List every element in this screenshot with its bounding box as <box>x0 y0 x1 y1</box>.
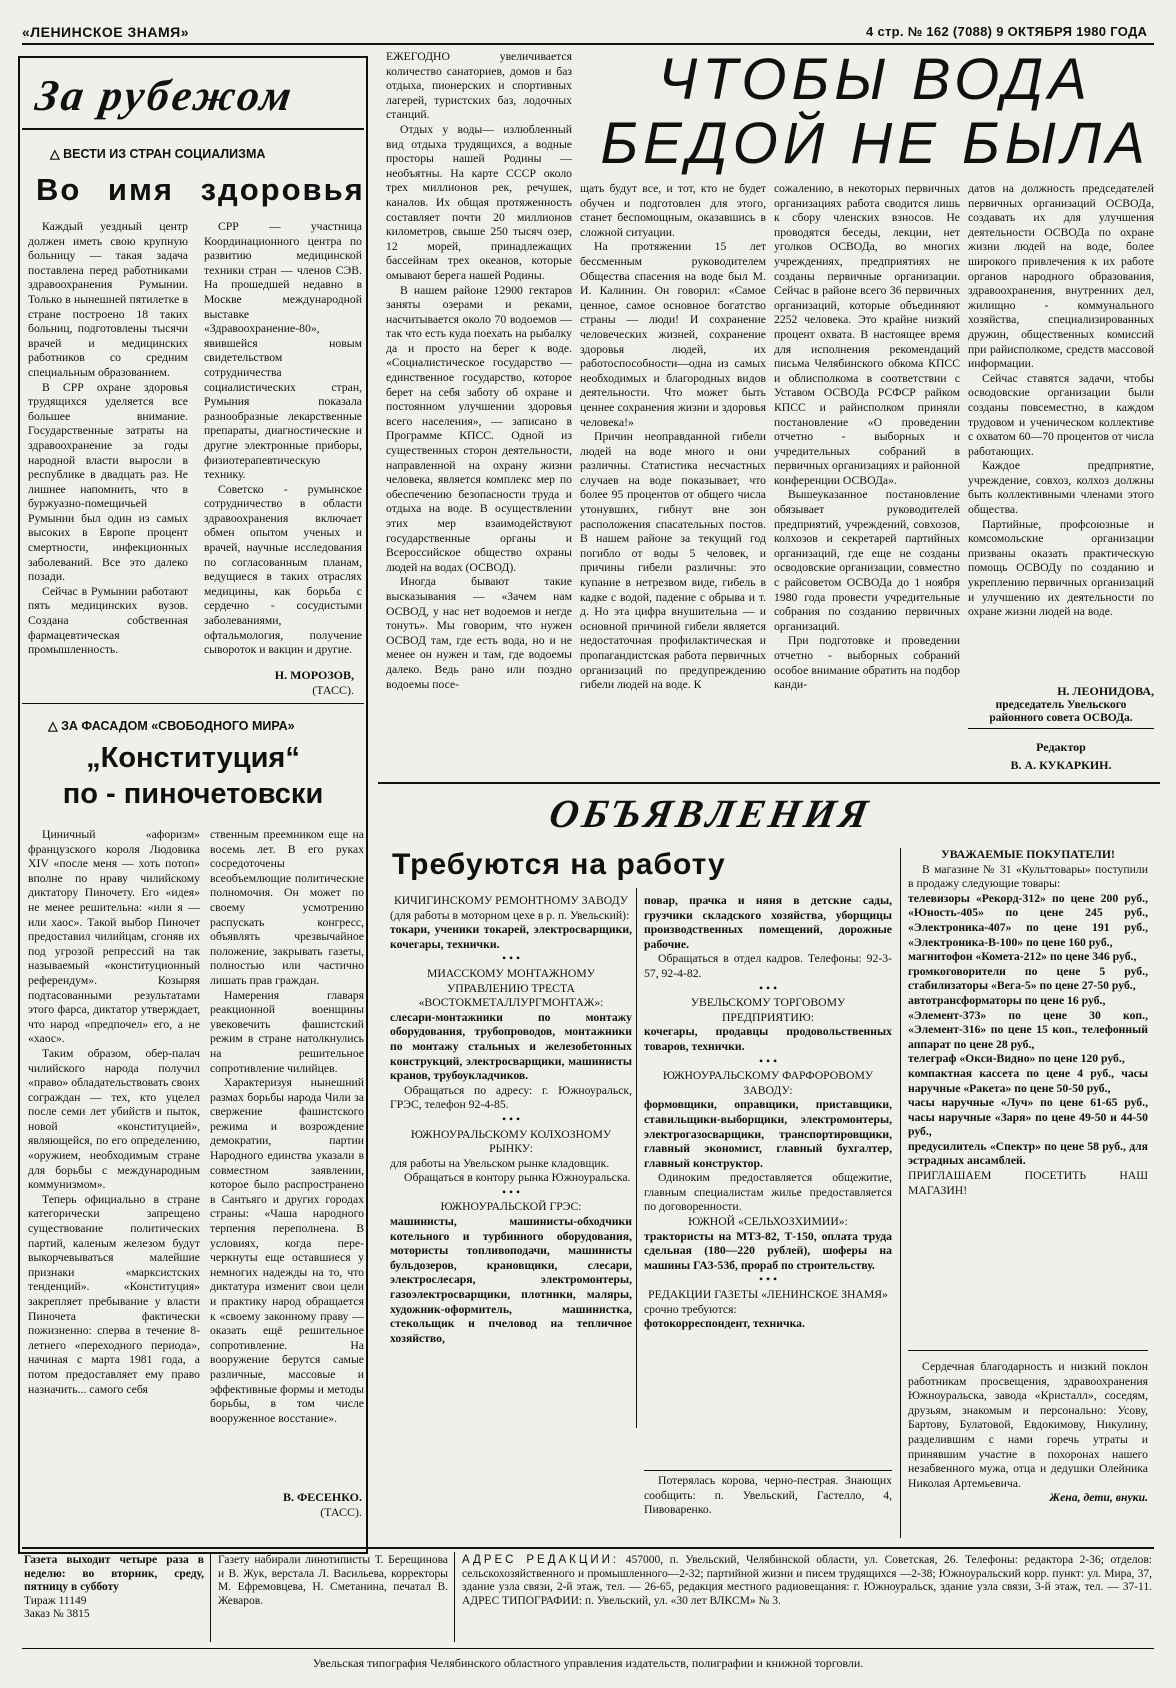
article-title-water: ЧТОБЫ ВОДА БЕДОЙ НЕ БЫЛА <box>600 47 1150 176</box>
goods-item: «Элемент-373» по цене 30 коп., «Элемент-316» по цене 15 коп., телефонный аппарат по цене 28 руб., <box>908 1008 1148 1051</box>
jobs-col1: КИЧИГИНСКОМУ РЕМОНТНОМУ ЗАВОДУ (для работы в моторном цехе в р. п. Увельский): токари, ученики токарей, электросварщики, кочегары, технички. • • • МИАССКОМУ МОНТАЖНОМУ УПРАВЛЕНИЮ ТРЕСТА «ВОСТОКМЕТАЛЛУРГМОНТАЖ»: слесари-монтажники по монтажу оборудования, трубопроводов, монтажники по монтажу стальных и железобетонных конструкций, электросварщики, машинисты кранов, трубоукладчиков. Обращаться по адресу: г. Южноуральск, ГРЭС, телефон 92-4-85. • • • ЮЖНОУРАЛЬСКОМУ КОЛХОЗНОМУ РЫНКУ: для работы на Увельском рынке кладовщик. Обращаться в контору рынка Южноуральска. • • • ЮЖНОУРАЛЬСКОЙ ГРЭС: машинисты, машинисты-обходчики котельного и турбинного оборудования, мотористы топливоподачи, машинисты бульдозеров, крановщики, слесари, электрослесаря, электромонтеры, газоэлектросварщики, плотники, маляры, художник-оформитель, машинистка, стекольщик и пчеловод на тепличное хозяйство, <box>390 894 632 1345</box>
goods-item: телевизоры «Рекорд-312» по цене 200 руб., «Юность-405» по цене 245 руб., «Электроника-407» по цене 191 руб., «Электроника-В-100» по цене 160 руб., <box>908 891 1148 949</box>
byline-morozov: Н. МОРОЗОВ, (ТАСС). <box>274 668 354 697</box>
article-chile-col1: Циничный «афоризм» французского короля Людовика XIV «после меня — хоть потоп» вполне по нраву чилийскому диктатору Пиночету. Его «идея» не менее решительна: «или я —или хаос». Такой выбор Пиночет предоставил чилийцам, сгоняв их под угрозой репрессий на так называемый «конституционный референдум». Козыряя подтасованными результатами этого фарса, диктатор утверждает, что народ «предпочел» его, а не «хаос». Таким образом, обер-палач чилийского народа получил «право» обладательствовать своих сограждан — тех, кто уцелел после семи лет убийств и пыток, новой «конституцией», являющейся, по его определению, «оружием, необходимым стране для борьбы с международным коммунизмом». Теперь официально в стране категорически запрещено существование политических партий, каленым железом будут выкорчевываться малейшие признаки «марксистских тенденций». «Конституция» закрепляет пребывание у власти Пиночета фактически пожизненно: сперва в течение 8-летнего «переходного периода», начиная с марта 1981 года, а потом предоставляет ему право назначить... самого себя <box>28 828 200 1396</box>
gratitude-notice: Сердечная благодарность и низкий поклон работникам просвещения, здравоохранения Южноуральска, завода «Кристалл», соседям, друзьям, знакомым и персонально: Усову, Бартову, Булатовой, Евдокимову, Никулину, разделившим с нами горечь утраты и принявшим участие в похоронах нашего незабвенного мужа, отца и дедушки Олейника Николая Артемьевича. Жена, дети, внуки. <box>908 1360 1148 1505</box>
section-kicker-free-world: △ ЗА ФАСАДОМ «СВОБОДНОГО МИРА» <box>48 719 295 733</box>
rubric-title: За рубежом <box>32 71 298 120</box>
goods-item: часы наручные «Луч» по цене 61-65 руб., часы наручные «Заря» по цене 49-50 и 44-50 руб., <box>908 1096 1148 1139</box>
water-col2: щать будут все, и тот, кто не будет обучен и подготовлен для этого, станет беспомощным, оказавшись в сложной ситуации. На протяжении 15 лет бессменным руководителем Общества спасения на воде был М. И. Калинин. Он говорил: «Самое ценное, самое основное богатство страны — люди! И сохранение человеческих жизней, сохранение здоровья людей, их работоспособности—одна из самых необходимых и благородных видов деятельности. Что может быть ценнее сохранения жизни и здоровья человека!» Причин неоправданной гибели людей на воде много и они различны. Статистика несчастных случаев на воде показывает, что более 95 процентов от общего числа утонувших, гибнут вне зон расположения спасательных постов. В нашем районе за текущий год погибло от воды 5 человек, и причины гибели различны: это купание в нетрезвом виде, гибель в кадке с водой, падение с обрыва и т. д. Но эта цифра внушительна — и основной причиной гибели является недостаточная профилактическая и пропагандистская работа первичных организаций по предупреждению гибели людей на воде. К <box>580 182 766 692</box>
water-col1: ЕЖЕГОДНО увеличивается количество санаториев, домов и баз отдыха, пионерских и спортивных лагерей, туристских баз, лодочных станций. Отдых у воды— излюбленный вид отдыха трудящихся, а водные просторы нашей Родины —необъятны. На карте СССР около трех миллионов рек, речушек, каналов. Их общая протяженность составляет почти 20 миллионов километров, свыше 250 тысяч озер, 12 морей, принадлежащих бассейнам трех океанов, которые омывают берега нашей Родины. В нашем районе 12900 гектаров заняты озерами и реками, насчитывается около 70 водоемов — так что есть куда поехать на рыбалку да и просто на берег к воде. «Социалистическое государство — единственное государство, которое берет на себя заботу об охране и постоянном улучшении здоровья всего населения», — записано в Программе КПСС. Одной из существенных сторон деятельности, направленной на охрану жизни человека, является комплекс мер по обеспечению безопасности труда и отдыха на воде. В осуществлении этих мер взаимодействуют государственные органы и Всероссийское общество охраны людей на водах (ОСВОД). Иногда бывают такие высказывания — «Зачем нам ОСВОД, у нас нет водоемов и негде тонуть». Мы говорим, что нужен ОСВОД там, где есть вода, но и не менее он нужен и там, где водоемы далеко. Ведь рано или поздно водоемы посе- <box>386 50 572 691</box>
footer-address: АДРЕС РЕДАКЦИИ: 457000, п. Увельский, Челябинской области, ул. Советская, 26. Телефоны: редактора 2-36; отделов: сельскохозяйственного и промышленного—2-32; партийной жизни и писем трудящихся —2-38; Южноуральский корр. пункт: ул. Мира, 37, здание узла связи, 2-й этаж, тел. — 26-65, редакция местного радиовещания: г. Южноуральск, здание узла связи, 3-й этаж, тел. — 37-11. АДРЕС ТИПОГРАФИИ: п. Увельский, ул. «30 лет ВЛКСМ» № 3. <box>462 1554 1152 1607</box>
shop-announcement: УВАЖАЕМЫЕ ПОКУПАТЕЛИ! В магазине № 31 «Культтовары» поступили в продажу следующие товары: телевизоры «Рекорд-312» по цене 200 руб., «Юность-405» по цене 245 руб., «Электроника-407» по цене 191 руб., «Электроника-В-100» по цене 160 руб., магнитофон «Комета-212» по цене 346 руб., громкоговорители по цене 5 руб., стабилизаторы «Вега-5» по цене 27-50 руб., автотрансформаторы по цене 16 руб., «Элемент-373» по цене 30 коп., «Элемент-316» по цене 15 коп., телефонный аппарат по цене 28 руб., телеграф «Окси-Видно» по цене 120 руб., компактная кассета по цене 4 руб., часы наручные «Ракета» по цене 50-50 руб., часы наручные «Луч» по цене 61-65 руб., часы наручные «Заря» по цене 49-50 и 44-50 руб., предусилитель «Спектр» по цене 58 руб., для эстрадных ансамблей. ПРИГЛАШАЕМ ПОСЕТИТЬ НАШ МАГАЗИН! <box>908 848 1148 1197</box>
article-health-col2: СРР — участница Координационного центра по развитию медицинской техники стран — членов СЭВ. На прошедшей недавно в Москве международной выставке «Здравоохранение-80», явившейся новым свидетельством сотрудничества социалистических стран, Румыния показала разнообразные лекарственные препараты, диагностические и другие электронные приборы, физиотерапевтическую технику. Советско - румынское сотрудничество в области здравоохранения включает обмен опытом ученых и врачей, научные исследования по согласованным планам, ведущиеся в таких отраслях медицины, как борьба с сердечно - сосудистыми заболеваниями, офтальмология, получение сывороток и вакцин и другие. <box>204 220 362 657</box>
byline-fesenko: В. ФЕСЕНКО. (ТАСС). <box>282 1490 362 1519</box>
printer-credit: Увельская типография Челябинского областного управления издательств, полиграфии и книжной торговли. <box>312 1656 864 1670</box>
shop-title: УВАЖАЕМЫЕ ПОКУПАТЕЛИ! <box>941 848 1115 861</box>
goods-item: предусилитель «Спектр» по цене 58 руб., для эстрадных ансамблей. <box>908 1139 1148 1168</box>
footer-schedule: Газета выходит четыре раза в неделю: во вторник, среду, пятницу в субботу Тираж 11149 Заказ № 3815 <box>24 1554 204 1620</box>
byline-leonidova: Н. ЛЕОНИДОВА, председатель Увельского районного совета ОСВОДа. <box>989 684 1154 724</box>
article-title-health: Во имя здоровья <box>36 172 365 207</box>
lost-cow-notice: Потерялась корова, черно-пестрая. Знающих сообщить: п. Увельский, Гастелло, 4, Пивоваренко. <box>644 1474 892 1517</box>
article-title-constitution: „Конституция“ по - пиночетовски <box>62 742 324 810</box>
water-col3: сожалению, в некоторых первичных организациях работа сводится лишь к сбору членских взносов. Не проводятся беседы, лекции, нет уголков ОСВОДа, во многих учреждениях, предприятиях не созданы первичные организации. Сейчас в районе всего 36 первичных организаций, которые объединяют 2252 человека. Это крайне низкий процент охвата. В настоящее время для исполнения рекомендаций письма Челябинского обкома КПСС и облисполкома в соответствии с Уставом ОСВОДа РСФСР райком КПСС и райисполком приняли постановление «О проведении отчетно - выборных и учредительных собраний в первичных организациях и районной конференции ОСВОДа». Вышеуказанное постановление обязывает руководителей предприятий, учреждений, совхозов, колхозов и секретарей партийных организаций, где еще не созданы осводовские организации, совместно с райсоветом ОСВОДа до 1 ноября 1980 года провести учредительные собрания по созданию первичных организаций. При подготовке и проведении отчетно - выборных собраний особое внимание обратить на подбор канди- <box>774 182 960 692</box>
triangle-icon: △ <box>50 147 64 161</box>
ads-header: ОБЪЯВЛЕНИЯ <box>546 791 875 836</box>
goods-item: автотрансформаторы по цене 16 руб., <box>908 993 1106 1007</box>
issue-info: 4 стр. № 162 (7088) 9 ОКТЯБРЯ 1980 ГОДА <box>866 24 1148 39</box>
jobs-col2: повар, прачка и няня в детские сады, грузчики складского хозяйства, уборщицы производственных помещений, дорожные рабочие. Обращаться в отдел кадров. Телефоны: 92-3-57, 92-4-82. • • • УВЕЛЬСКОМУ ТОРГОВОМУ ПРЕДПРИЯТИЮ: кочегары, продавцы продовольственных товаров, технички. • • • ЮЖНОУРАЛЬСКОМУ ФАРФОРОВОМУ ЗАВОДУ: формовщики, оправщики, приставщики, ставильщики-выборщики, электромонтеры, электрогазосварщики, транспортировщики, главный экономист, главный бухгалтер, главный конструктор. Одиноким предоставляется общежитие, главным специалистам жилье предоставляется по договоренности. ЮЖНОЙ «СЕЛЬХОЗХИМИИ»: трактористы на МТЗ-82, Т-150, оплата труда сдельная (180—220 рублей), шоферы на машины ГАЗ-53б, прораб по строительству. • • • РЕДАКЦИИ ГАЗЕТЫ «ЛЕНИНСКОЕ ЗНАМЯ» срочно требуются: фотокорреспондент, техничка. <box>644 894 892 1331</box>
jobs-title: Требуются на работу <box>392 848 726 881</box>
newspaper-name: «ЛЕНИНСКОЕ ЗНАМЯ» <box>22 24 190 40</box>
footer-typesetters: Газету набирали линотиписты Т. Берещинова и В. Жук, верстала Л. Васильева, корректоры М. Ефремовцева, Н. Сметанина, печатал В. Жеваров. <box>218 1554 448 1607</box>
masthead-rule <box>22 43 1154 45</box>
editor-credit: Редактор В. А. КУКАРКИН. <box>1010 740 1112 772</box>
article-chile-col2: ственным преемником еще на восемь лет. В его руках сосредоточены всеобъемлющие политические полномочия. Он может по своему усмотрению распускать конгресс, объявлять чрезвычайное положение, закрывать газеты, полностью или частично лишать прав граждан. Намерения главаря реакционной военщины увековечить фашистский режим в стране натолкнулись на решительное сопротивление чилийцев. Характеризуя нынешний размах борьбы народа Чили за свержение фашистского режима и возрождение демократии, партии Народного единства указали в совместном заявлении, которое было распространено в Сантьяго и других городах страны: «Чаша народного терпения переполнена. В условиях, когда пере-черкнуты еще оставшиеся у немногих надежды на то, что диктатура изменит свои цели и практику народ обращается к «своему законному праву — оказать ещё решительное сопротивление. На вооружение берутся самые различные, массовые и эффективные формы и методы борьбы, в том числе вооруженное восстание». <box>210 828 364 1425</box>
water-col4: датов на должность председателей первичных организаций ОСВОДа, создавать их для улучшения деятельности ОСВОДа по охране жизни людей на воде, более широкого привлечения к их работе органов народного образования, здравоохранения, внутренних дел, жилищно - коммунального хозяйства, специализированных дружин, общественных комиссий при райисполкоме, средств массовой информации. Сейчас ставятся задачи, чтобы осводовские организации были созданы повсеместно, в каждом трудовом и ученическом коллективе с охватом 60—70 процентов от числа работающих. Каждое предприятие, учреждение, совхоз, колхоз должны быть коллективными членами этого общества. Партийные, профсоюзные и комсомольские организации призваны оказать практическую помощь ОСВОДу по созданию и укреплению первичных организаций и улучшению их деятельности по охране жизни людей на воде. <box>968 182 1154 619</box>
goods-item: громкоговорители по цене 5 руб., стабилизаторы «Вега-5» по цене 27-50 руб., <box>908 964 1148 993</box>
article-health-col1: Каждый уездный центр должен иметь свою крупную больницу — такая задача поставлена перед работниками здравоохранения Румынии. Только в нынешней пятилетке в стране построено 18 таких больниц, подготовлены тысячи врачей и медицинских работников со средним специальным образованием. В СРР охране здоровья трудящихся уделяется все большее внимание. Государственные затраты на здравоохранение за годы народной власти выросли в республике в двадцать раз. Не лишнее напомнить, что в буржуазно-помещичьей Румынии был один из самых высоких в Европе процент смертности, инфекционных заболеваний. Все это далеко позади. Сейчас в Румынии работают пять медицинских вузов. Создана собственная фармацевтическая промышленность. <box>28 220 188 657</box>
goods-item: компактная кассета по цене 4 руб., часы наручные «Ракета» по цене 50-50 руб., <box>908 1066 1148 1095</box>
section-kicker-socialism: △ ВЕСТИ ИЗ СТРАН СОЦИАЛИЗМА <box>50 147 266 161</box>
triangle-icon: △ <box>48 719 62 733</box>
goods-item: магнитофон «Комета-212» по цене 346 руб., <box>908 950 1137 964</box>
goods-item: телеграф «Окси-Видно» по цене 120 руб., <box>908 1052 1125 1066</box>
